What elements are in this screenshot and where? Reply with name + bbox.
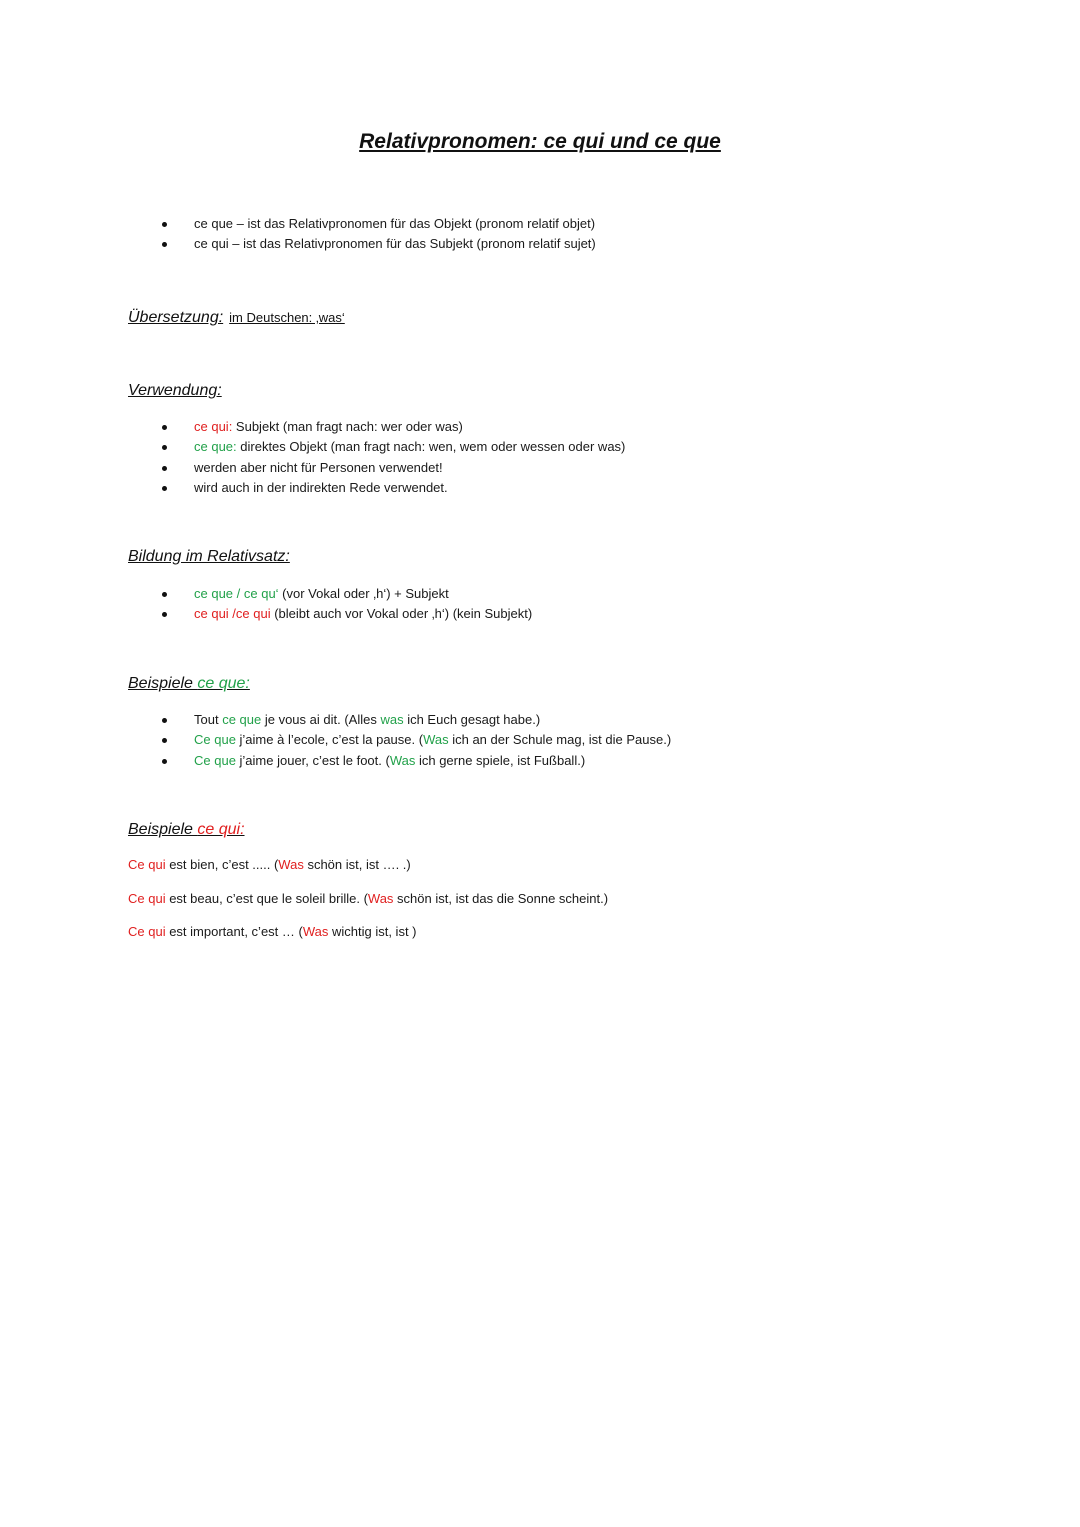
was-term: was [380, 712, 404, 727]
text-part: j’aime jouer, c’est le foot. ( [235, 752, 390, 768]
examples-que-list [152, 710, 671, 771]
list-item: ce que – ist das Relativpronomen für das Objekt (pronom relatif objet) [152, 214, 596, 234]
example-qui-line [128, 924, 417, 939]
text-part: est bien, c’est ..... ( [165, 857, 279, 872]
text-part: je vous ai dit. (Alles [261, 712, 381, 727]
ce-que-term: ce que: [197, 675, 250, 692]
ce-que-term: Ce que [194, 732, 236, 748]
list-item: ce qui – ist das Relativpronomen für das Subjekt (pronom relatif sujet) [152, 234, 596, 254]
list-item-text: direktes Objekt (man fragt nach: wen, wem oder wessen oder was) [236, 439, 626, 455]
heading-label: Beispiele [128, 821, 198, 838]
was-term: Was [423, 732, 449, 748]
list-item-text: (bleibt auch vor Vokal oder ‚h‘) (kein Subjekt) [270, 606, 533, 622]
was-term: Was [302, 924, 329, 939]
list-item [152, 604, 532, 624]
list-item [152, 437, 625, 457]
text-part: ich an der Schule mag, ist die Pause.) [448, 732, 672, 748]
ce-qui-term: Ce qui [128, 857, 166, 872]
heading-label: Beispiele [128, 675, 198, 692]
text-part: schön ist, ist …. .) [303, 857, 411, 872]
text-part: Tout [194, 712, 223, 727]
usage-list [152, 417, 625, 498]
examples-qui-heading [128, 821, 245, 839]
example-qui-line [128, 857, 411, 872]
example-qui-line [128, 891, 608, 906]
list-item [152, 584, 532, 604]
list-item-text: Subjekt (man fragt nach: wer oder was) [232, 419, 463, 434]
text-part: est important, c’est … ( [165, 924, 303, 939]
ce-que-term: ce que: [194, 439, 237, 455]
formation-heading: Bildung im Relativsatz: [128, 548, 290, 565]
list-item [152, 417, 625, 437]
was-term: Was [278, 857, 304, 872]
translation-heading-label: Übersetzung: [128, 309, 224, 326]
ce-qui-term: ce qui: [197, 821, 245, 838]
text-part: ich Euch gesagt habe.) [403, 712, 541, 727]
ce-que-term: Ce que [194, 752, 236, 768]
text-part: j’aime à l’ecole, c’est la pause. ( [235, 732, 424, 748]
ce-que-term: ce que / ce qu‘ [194, 586, 279, 601]
list-item [152, 751, 671, 771]
ce-que-term: ce que [222, 712, 262, 727]
text-part: schön ist, ist das die Sonne scheint.) [393, 891, 609, 906]
usage-heading: Verwendung: [128, 382, 222, 399]
ce-qui-term: Ce qui [128, 891, 166, 906]
list-item: wird auch in der indirekten Rede verwendet. [152, 478, 625, 498]
formation-list [152, 584, 532, 625]
was-term: Was [389, 752, 416, 768]
page-title: Relativpronomen: ce qui und ce que [359, 130, 721, 153]
text-part: wichtig ist, ist ) [328, 924, 417, 939]
text-part: ich gerne spiele, ist Fußball.) [415, 752, 586, 768]
examples-que-heading [128, 675, 250, 693]
ce-qui-term: ce qui: [194, 419, 233, 434]
ce-qui-term: Ce qui [128, 924, 166, 939]
translation-text: im Deutschen: ‚was‘ [229, 310, 345, 325]
list-item: werden aber nicht für Personen verwendet! [152, 458, 625, 478]
intro-list [152, 214, 596, 255]
was-term: Was [367, 891, 394, 906]
list-item [152, 730, 671, 750]
list-item [152, 710, 671, 730]
ce-qui-term: ce qui /ce qui [194, 606, 271, 622]
list-item-text: (vor Vokal oder ‚h‘) + Subjekt [278, 586, 449, 601]
text-part: est beau, c’est que le soleil brille. ( [165, 891, 368, 906]
translation-heading [128, 309, 345, 327]
